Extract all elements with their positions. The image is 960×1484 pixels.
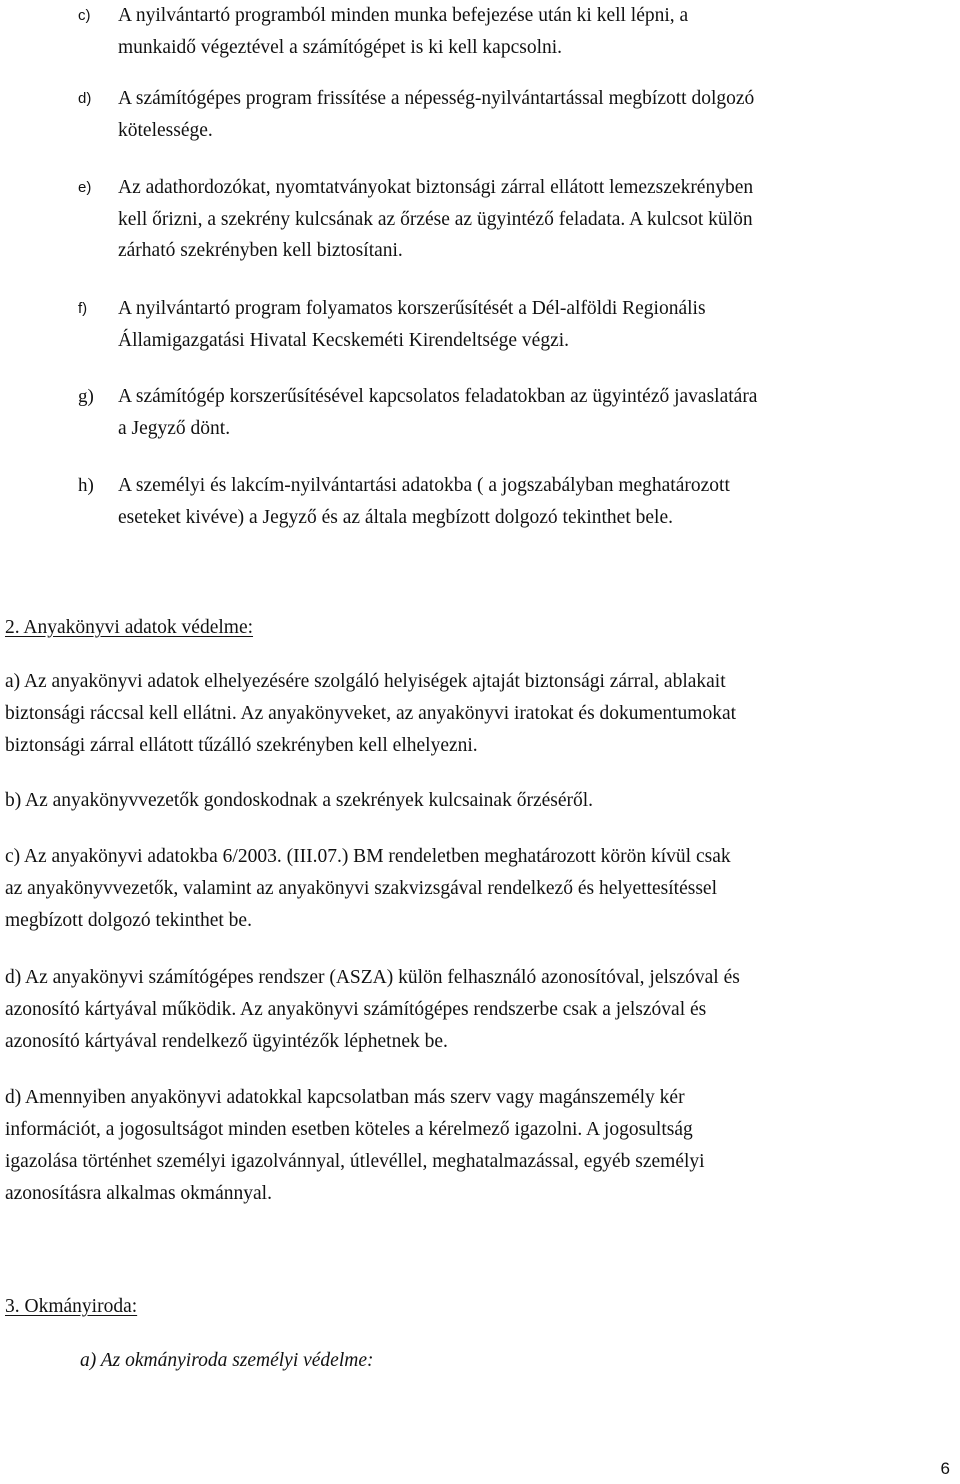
text-line: az anyakönyvvezetők, valamint az anyakönyvi szakvizsgával rendelkező és helyettesítéssel <box>5 878 718 899</box>
text-line: Az adathordozókat, nyomtatványokat biztonsági zárral ellátott lemezszekrényben <box>118 177 754 198</box>
list-marker: h) <box>78 475 94 496</box>
list-item-text <box>118 381 946 444</box>
list-marker: f) <box>78 300 88 317</box>
list-item-text <box>118 83 946 146</box>
text-line: A személyi és lakcím-nyilvántartási adatokba ( a jogszabályban meghatározott <box>118 475 730 496</box>
text-line: d) Amennyiben anyakönyvi adatokkal kapcsolatban más szerv vagy magánszemély kér <box>5 1087 685 1108</box>
section-2-paragraph-d2 <box>5 1082 952 1210</box>
text-line: b) Az anyakönyvvezetők gondoskodnak a szekrények kulcsainak őrzéséről. <box>5 790 594 811</box>
list-item-text <box>118 293 946 356</box>
text-line: információt, a jogosultságot minden esetben köteles a kérelmező igazolni. A jogosultság <box>5 1119 693 1140</box>
text-line: azonosításra alkalmas okmánnyal. <box>5 1183 272 1204</box>
text-line: A számítógépes program frissítése a népesség-nyilvántartással megbízott dolgozó <box>118 88 755 109</box>
page-number: 6 <box>940 1459 950 1478</box>
text-line: biztonsági ráccsal kell ellátni. Az anyakönyveket, az anyakönyvi iratokat és dokumentumokat <box>5 703 737 724</box>
text-line: c) Az anyakönyvi adatokba 6/2003. (III.07.) BM rendeletben meghatározott körön kívül csak <box>5 846 731 867</box>
section-2-paragraph-d1 <box>5 962 952 1058</box>
text-line: A számítógép korszerűsítésével kapcsolatos feladatokban az ügyintéző javaslatára <box>118 386 758 407</box>
text-line: d) Az anyakönyvi számítógépes rendszer (ASZA) külön felhasználó azonosítóval, jelszóval és <box>5 967 740 988</box>
text-line: azonosító kártyával rendelkező ügyintézők léphetnek be. <box>5 1031 448 1052</box>
text-line: A nyilvántartó program folyamatos korszerűsítését a Dél-alföldi Regionális <box>118 298 706 319</box>
text-line: azonosító kártyával működik. Az anyakönyvi számítógépes rendszerbe csak a jelszóval és <box>5 999 707 1020</box>
list-marker: c) <box>78 7 91 24</box>
section-3-subheading: a) Az okmányiroda személyi védelme: <box>80 1350 374 1371</box>
list-marker: g) <box>78 386 94 407</box>
text-line: a) Az anyakönyvi adatok elhelyezésére szolgáló helyiségek ajtaját biztonsági zárral, ablakait <box>5 671 726 692</box>
list-marker: e) <box>78 179 92 196</box>
text-line: kell őrizni, a szekrény kulcsának az őrzése az ügyintéző feladata. A kulcsot külön <box>118 208 753 230</box>
section-2-paragraph-a <box>5 666 952 762</box>
section-2-heading: 2. Anyakönyvi adatok védelme: <box>5 617 254 638</box>
text-line: Államigazgatási Hivatal Kecskeméti Kirendeltsége végzi. <box>118 329 570 351</box>
text-line: biztonsági zárral ellátott tűzálló szekrényben kell elhelyezni. <box>5 735 478 756</box>
list-item-text <box>118 470 946 533</box>
text-line: kötelessége. <box>118 119 213 141</box>
section-2-paragraph-b <box>5 785 952 817</box>
text-line: a Jegyző dönt. <box>118 417 231 439</box>
section-3-heading: 3. Okmányiroda: <box>5 1296 138 1317</box>
list-item-text <box>118 0 946 63</box>
list-marker: d) <box>78 90 92 107</box>
text-line: zárható szekrényben kell biztosítani. <box>118 240 403 261</box>
text-line: A nyilvántartó programból minden munka befejezése után ki kell lépni, a <box>118 5 689 26</box>
text-line: munkaidő végeztével a számítógépet is ki kell kapcsolni. <box>118 36 563 58</box>
text-line: eseteket kivéve) a Jegyző és az általa megbízott dolgozó tekinthet bele. <box>118 506 673 528</box>
section-2-paragraph-c <box>5 841 952 937</box>
text-line: igazolása történhet személyi igazolvánnyal, útlevéllel, meghatalmazással, egyéb személyi <box>5 1151 705 1172</box>
text-line: megbízott dolgozó tekinthet be. <box>5 910 252 931</box>
list-item-text <box>118 172 946 267</box>
